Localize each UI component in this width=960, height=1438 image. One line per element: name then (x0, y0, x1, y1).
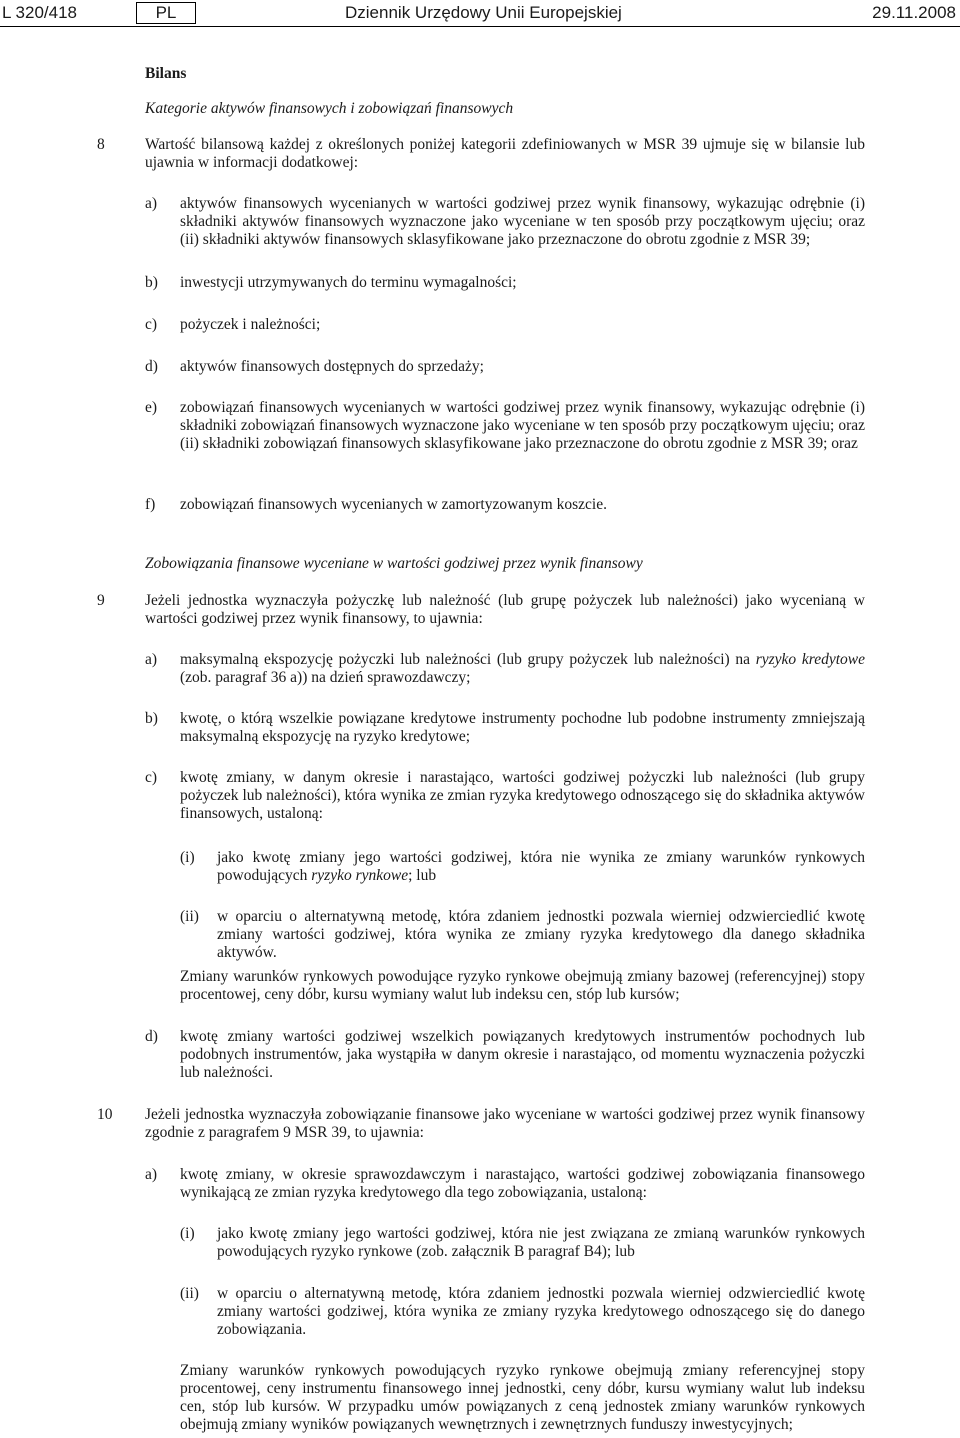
paragraph-intro: Jeżeli jednostka wyznaczyła zobowiązanie finansowe jako wyceniane w wartości godziwej przez wynik finansowy zgodnie z paragrafem 9 MSR 39, to ujawnia: (145, 1106, 865, 1141)
journal-title: Dziennik Urzędowy Unii Europejskiej (345, 3, 622, 22)
section-subtitle: Kategorie aktywów finansowych i zobowiązań finansowych (145, 100, 514, 117)
sub-list-item: jako kwotę zmiany jego wartości godziwej, która nie jest związana ze zmianą warunków rynkowych powodujących ryzyko rynkowe (zob. załącznik B paragraf B4); lub (217, 1225, 865, 1260)
subheading: Zobowiązania finansowe wyceniane w wartości godziwej przez wynik finansowy (145, 555, 643, 572)
list-item: inwestycji utrzymywanych do terminu wymagalności; (180, 274, 517, 291)
paragraph-intro: Jeżeli jednostka wyznaczyła pożyczkę lub należność (lub grupę pożyczek lub należności) jako wycenianą w wartości godziwej przez wynik finansowy, to ujawnia: (145, 592, 865, 627)
page-reference: L 320/418 (2, 3, 77, 22)
text-segment: (zob. paragraf 36 a)) na dzień sprawozdawczy; (180, 669, 471, 686)
item-letter: d) (145, 358, 158, 375)
text-segment: ; lub (408, 867, 437, 884)
item-letter: a) (145, 651, 158, 668)
list-item: kwotę zmiany wartości godziwej wszelkich powiązanych kredytowych instrumentów pochodnych lub podobnych instrumentów, jaka wystąpiła w danym okresie i narastająco, od momentu wyznaczenia pożyczki lub należności. (180, 1028, 865, 1081)
subitem-label: (ii) (180, 908, 199, 925)
sub-list-item: w oparciu o alternatywną metodę, która zdaniem jednostki pozwala wierniej odzwierciedlić kwotę zmiany wartości godziwej, która wynika ze zmiany ryzyka kredytowego dla danego składnika aktywów. (217, 908, 865, 961)
text-segment: maksymalną ekspozycję pożyczki lub należności (lub grupy pożyczek lub należności) na (180, 651, 756, 668)
item-letter: d) (145, 1028, 158, 1045)
italic-term: ryzyko rynkowe (311, 867, 409, 884)
language-badge: PL (136, 2, 196, 24)
list-item: aktywów finansowych dostępnych do sprzedaży; (180, 358, 484, 375)
list-item: kwotę, o którą wszelkie powiązane kredytowe instrumenty pochodne lub podobne instrumenty zmniejszają maksymalną ekspozycję na ryzyko kredytowe; (180, 710, 865, 745)
paragraph-number: 10 (97, 1106, 113, 1123)
item-letter: a) (145, 1166, 158, 1183)
sub-list-item: w oparciu o alternatywną metodę, która zdaniem jednostki pozwala wierniej odzwierciedlić kwotę zmiany wartości godziwej, która wynika ze zmiany ryzyka kredytowego odnoszącego się do danego zobowiązania. (217, 1285, 865, 1338)
subitem-label: (ii) (180, 1285, 199, 1302)
section-title: Bilans (145, 65, 187, 82)
list-item (180, 651, 865, 687)
subitem-label: (i) (180, 1225, 195, 1242)
paragraph-number: 8 (97, 136, 105, 153)
item-letter: c) (145, 769, 158, 786)
item-letter: b) (145, 710, 158, 727)
item-letter: a) (145, 195, 158, 212)
item-note: Zmiany warunków rynkowych powodujących ryzyko rynkowe obejmują zmiany referencyjnej stopy procentowej, ceny instrumentu finansowego innej jednostki, ceny dóbr, kursu wymiany walut lub indeksu cen, stóp lub kursów. W przypadku umów powiązanych z ceną jednostek zmiany warunków rynkowych obejmują zmiany wyników powiązanych wewnętrznych i zewnętrznych funduszy inwestycyjnych; (180, 1362, 865, 1433)
item-letter: b) (145, 274, 158, 291)
item-letter: c) (145, 316, 158, 333)
list-item: zobowiązań finansowych wycenianych w zamortyzowanym koszcie. (180, 496, 607, 513)
list-item: kwotę zmiany, w okresie sprawozdawczym i narastająco, wartości godziwej zobowiązania finansowego wynikającą ze zmian ryzyka kredytowego dla tego zobowiązania, ustaloną: (180, 1166, 865, 1201)
list-item: kwotę zmiany, w danym okresie i narastająco, wartości godziwej pożyczki lub należności (lub grupy pożyczek lub należności), która wynika ze zmian ryzyka kredytowego odnoszącego się do składnika aktywów finansowych, ustaloną: (180, 769, 865, 822)
list-item: aktywów finansowych wycenianych w wartości godziwej przez wynik finansowy, wykazując odrębnie (i) składniki aktywów finansowych wyznaczone jako wyceniane w ten sposób przy początkowym ujęciu; oraz (ii) składniki aktywów finansowych sklasyfikowane jako przeznaczone do obrotu zgodnie z MSR 39; (180, 195, 865, 248)
paragraph-number: 9 (97, 592, 105, 609)
list-item: zobowiązań finansowych wycenianych w wartości godziwej przez wynik finansowy, wykazując odrębnie (i) składniki zobowiązań finansowych wyznaczone jako wyceniane w ten sposób przy początkowym ujęciu; oraz (ii) składniki zobowiązań finansowych sklasyfikowane jako przeznaczone do obrotu zgodnie z MSR 39; oraz (180, 399, 865, 452)
page-header (0, 0, 960, 27)
paragraph-intro: Wartość bilansową każdej z określonych poniżej kategorii zdefiniowanych w MSR 39 ujmuje się w bilansie lub ujawnia w informacji dodatkowej: (145, 136, 865, 171)
item-letter: e) (145, 399, 158, 416)
list-item: pożyczek i należności; (180, 316, 321, 333)
text-segment: jako kwotę zmiany jego wartości godziwej, która nie wynika ze zmiany warunków rynkowych powodujących (217, 849, 865, 884)
sub-list-item (217, 849, 865, 885)
publication-date: 29.11.2008 (872, 3, 956, 22)
subitem-label: (i) (180, 849, 195, 866)
item-letter: f) (145, 496, 156, 513)
italic-term: ryzyko kredytowe (755, 651, 865, 668)
item-note: Zmiany warunków rynkowych powodujące ryzyko rynkowe obejmują zmiany bazowej (referencyjnej) stopy procentowej, ceny dóbr, kursu wymiany walut lub indeksu cen, stóp lub kursów; (180, 968, 865, 1003)
